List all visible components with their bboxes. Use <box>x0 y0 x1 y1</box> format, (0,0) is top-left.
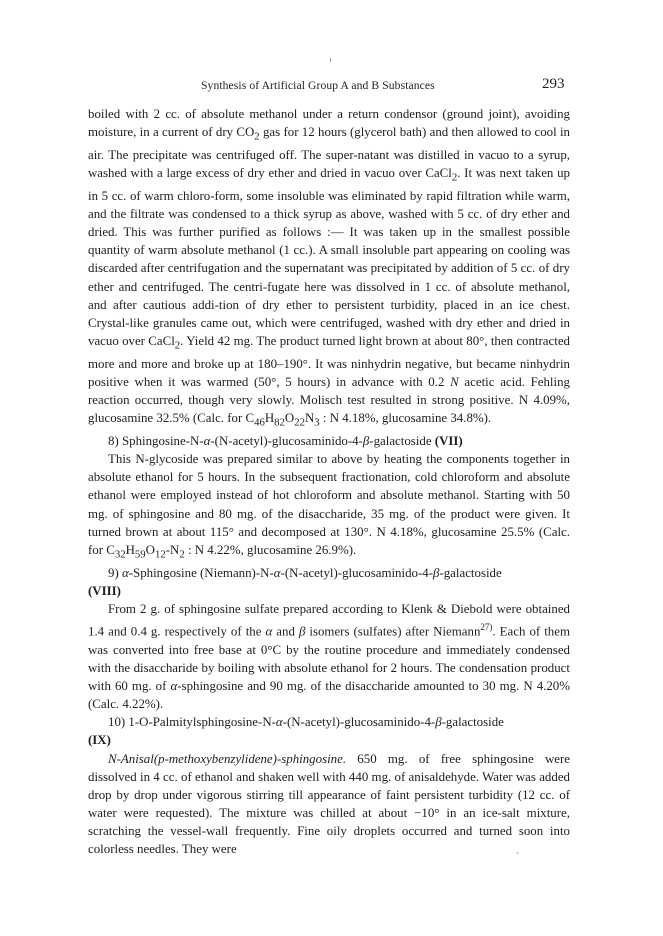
paragraph-section-8: This N-glycoside was prepared similar to above by heating the components together in absolute ethanol for 5 hours. In the subsequent fractionation, cold chloroform and absolute ethanol were employed instead of hot chloroform and absolute methanol. Starting with 50 mg. of sphingosine and 80 mg. of the disaccharide, 35 mg. of the product were given. It turned brown at about 115° and decomposed at 130°. N 4.18%, glucosamine 25.5% (Calc. for $C_{32}H_{59}O_{12}-N_2$ : N 4.22%, glucosamine 26.9%). <box>88 452 570 561</box>
running-title: Synthesis of Artificial Group A and B Substances <box>201 79 435 92</box>
compound-name: N-Anisal(p-methoxybenzylidene)-sphingosine. <box>108 751 347 766</box>
margin-mark: ` <box>516 852 520 863</box>
page-number: 293 <box>542 76 565 92</box>
page-header <box>0 76 663 101</box>
paragraph-section-10: N-Anisal(p-methoxybenzylidene)-sphingosine. 650 mg. of free sphingosine were dissolved in 4 cc. of ethanol and shaken well with 440 mg. of anisaldehyde. Water was added drop by drop under vigorous stirring till appearance of faint persistent turbidity (12 cc. of water were requested). The mixture was chilled at about −10° in an ice-salt mixture, scratching the vessel-wall frequently. Fine oily droplets occurred and turned soon into colorless needles. They were <box>88 751 570 857</box>
body-text <box>88 105 570 858</box>
paragraph-method-continued: boiled with 2 cc. of absolute methanol under a return condensor (ground joint), avoiding moisture, in a current of dry $CO_2$ gas for 12 hours (glycerol bath) and then allowed to cool in air. The precipitate was centrifuged off. The super-natant was distilled in vacuo to a syrup, washed with a large excess of dry ether and dried in vacuo over CaCl$_2$. It was next taken up in 5 cc. of warm chloro-form, some insoluble was eliminated by rapid filtration while warm, and the filtrate was condensed to a thick syrup as above, washed with 5 cc. of dry ether and dried. This was further purified as follows :— It was taken up in the smallest possible quantity of warm absolute methanol (1 cc.). A small insoluble part appearing on cooling was discarded after centrifugation and the supernatant was precipitated by addition of 5 cc. of dry ether and centrifuged. The centri-fugate here was dissolved in 1 cc. of absolute methanol, and after cautious addi-tion of dry ether to persistent turbidity, placed in an ice chest. Crystal-like granules came out, which were centrifuged, washed with dry ether and dried in vacuo over CaCl$_2$. Yield 42 mg. The product turned light brown at about 80°, then contracted more and more and broke up at 180–190°. It was ninhydrin negative, but became ninhydrin positive when it was warmed (50°, 5 hours) in advance with 0.2 N acetic acid. Fehling reaction occurred, though very slowly. Molisch test resulted in strong positive. N 4.09%, glucosamine 32.5% (Calc. for $C_{46}H_{82}O_{22}N_3$ : N 4.18%, glucosamine 34.8%). <box>88 107 571 429</box>
scan-speck <box>330 58 331 62</box>
section-heading-10: 10) 1-O-Palmitylsphingosine-N-α-(N-acetyl)-glucosaminido-4-β-galactoside (IX) <box>88 715 504 748</box>
section-heading-8: 8) Sphingosine-N-α-(N-acetyl)-glucosaminido-4-β-galactoside (VII) <box>108 433 463 448</box>
section-heading-9: 9) α-Sphingosine (Niemann)-N-α-(N-acetyl)-glucosaminido-4-β-galactoside (VIII) <box>88 565 502 598</box>
paragraph-section-9: From 2 g. of sphingosine sulfate prepared according to Klenk & Diebold were obtained 1.4 and 0.4 g. respectively of the α and β isomers (sulfates) after Niemann$^{27)}$. Each of them was converted into free base at 0°C by the routine procedure and immediately condensed with the disaccharide by boiling with absolute ethanol for 2 hours. The condensation product with 60 mg. of α-sphingosine and 90 mg. of the disaccharide amounted to 30 mg. N 4.20% (Calc. 4.22%). <box>88 601 570 712</box>
